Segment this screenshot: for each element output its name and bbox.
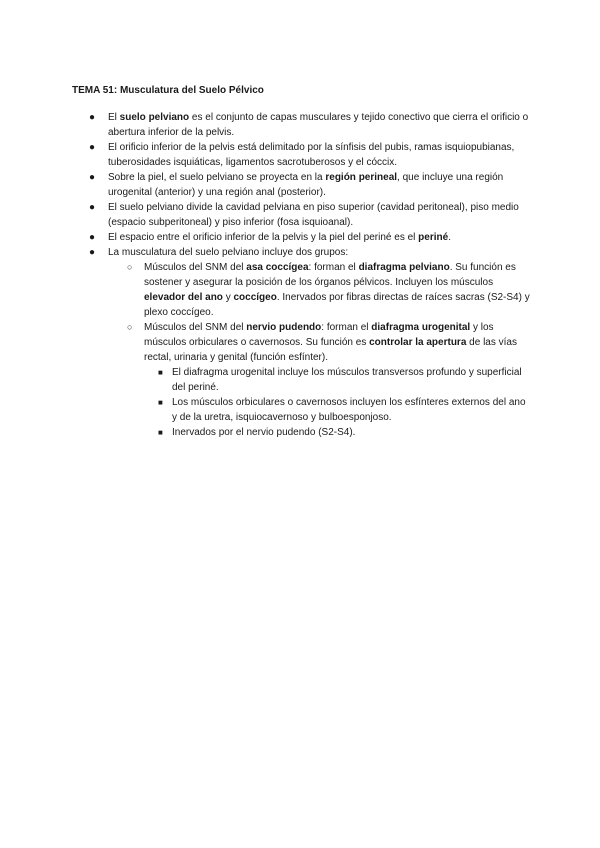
list-item xyxy=(108,320,532,365)
text-run: Músculos del SNM del xyxy=(144,322,247,333)
list-item xyxy=(72,170,532,200)
list-item-text xyxy=(172,367,522,393)
bullet-disc-icon: ● xyxy=(89,202,96,213)
list-item xyxy=(108,260,532,320)
list-item-text xyxy=(144,262,530,318)
list-item-text xyxy=(108,142,514,168)
bullet-disc-icon: ● xyxy=(89,142,96,153)
list-item xyxy=(144,395,532,425)
bullet-square-icon: ■ xyxy=(158,398,163,407)
list-item-text xyxy=(108,247,348,258)
list-item-text xyxy=(144,322,517,363)
text-run: . Inervados por fibras directas de raíces sacras (S2-S4) y plexo coccígeo. xyxy=(144,292,530,318)
list-item-text xyxy=(108,172,503,198)
bold-term: región perineal xyxy=(325,172,398,183)
bold-term: elevador del ano xyxy=(144,292,223,303)
text-run: El diafragma urogenital incluye los músculos transversos profundo y superficial del periné. xyxy=(172,367,522,393)
bullet-disc-icon: ● xyxy=(89,247,96,258)
bullet-disc-icon: ● xyxy=(89,112,96,123)
bold-term: diafragma urogenital xyxy=(371,322,471,333)
list-item xyxy=(144,365,532,395)
bold-term: periné xyxy=(418,232,449,243)
text-run: Inervados por el nervio pudendo (S2-S4). xyxy=(172,427,356,438)
list-item xyxy=(72,200,532,230)
list-item-text xyxy=(172,397,526,423)
list-item-text xyxy=(108,202,519,228)
list-item-text xyxy=(108,232,451,243)
nested-bullet-list xyxy=(108,260,532,440)
text-run: El suelo pelviano divide la cavidad pelviana en piso superior (cavidad peritoneal), piso medio (espacio subperitoneal) y piso inferior (fosa isquioanal). xyxy=(108,202,519,228)
text-run: : forman el xyxy=(321,322,372,333)
list-item xyxy=(72,110,532,140)
text-run: El espacio entre el orificio inferior de la pelvis y la piel del periné es el xyxy=(108,232,419,243)
bullet-circle-icon: ○ xyxy=(127,322,133,332)
bullet-circle-icon: ○ xyxy=(127,262,133,272)
list-item xyxy=(144,425,532,440)
bullet-disc-icon: ● xyxy=(89,172,96,183)
list-item xyxy=(72,245,532,260)
nested-bullet-list xyxy=(144,365,532,440)
text-run: El orificio inferior de la pelvis está delimitado por la sínfisis del pubis, ramas isquiopubianas, tuberosidades isquiáticas, ligamentos sacrotuberosos y el cóccix. xyxy=(108,142,515,168)
text-run: : forman el xyxy=(308,262,359,273)
text-run: y xyxy=(222,292,234,303)
bold-term: coccígeo xyxy=(233,292,277,303)
bold-term: diafragma pelviano xyxy=(358,262,450,273)
bold-term: nervio pudendo xyxy=(246,322,322,333)
text-run: El xyxy=(108,112,120,123)
list-item-text xyxy=(108,112,528,138)
text-run: Sobre la piel, el suelo pelviano se proyecta en la xyxy=(108,172,326,183)
text-run: , que incluye una región urogenital (anterior) y una región anal (posterior). xyxy=(108,172,504,198)
text-run: es el conjunto de capas musculares y tejido conectivo que cierra el orificio o abertura inferior de la pelvis. xyxy=(108,112,529,138)
bullet-square-icon: ■ xyxy=(158,368,163,377)
bullet-square-icon: ■ xyxy=(158,428,163,437)
bold-term: asa coccígea xyxy=(246,262,309,273)
document-body xyxy=(72,110,532,440)
list-item xyxy=(72,230,532,245)
text-run: Los músculos orbiculares o cavernosos incluyen los esfínteres externos del ano y de la uretra, isquiocavernoso y bulboesponjoso. xyxy=(172,397,526,423)
bullet-disc-icon: ● xyxy=(89,232,96,243)
list-item-text xyxy=(172,427,355,438)
page-title: TEMA 51: Musculatura del Suelo Pélvico xyxy=(72,85,264,96)
text-run: . xyxy=(448,232,451,243)
bullet-list xyxy=(72,110,532,440)
bold-term: suelo pelviano xyxy=(119,112,190,123)
text-run: de las vías rectal, urinaria y genital (función esfínter). xyxy=(144,337,517,363)
text-run: y los músculos orbiculares o cavernosos. Su función es xyxy=(144,322,494,348)
bold-term: controlar la apertura xyxy=(369,337,467,348)
text-run: Músculos del SNM del xyxy=(144,262,247,273)
text-run: La musculatura del suelo pelviano incluye dos grupos: xyxy=(108,247,349,258)
list-item xyxy=(72,140,532,170)
text-run: . Su función es sostener y asegurar la posición de los órganos pélvicos. Incluyen los músculos xyxy=(144,262,516,288)
